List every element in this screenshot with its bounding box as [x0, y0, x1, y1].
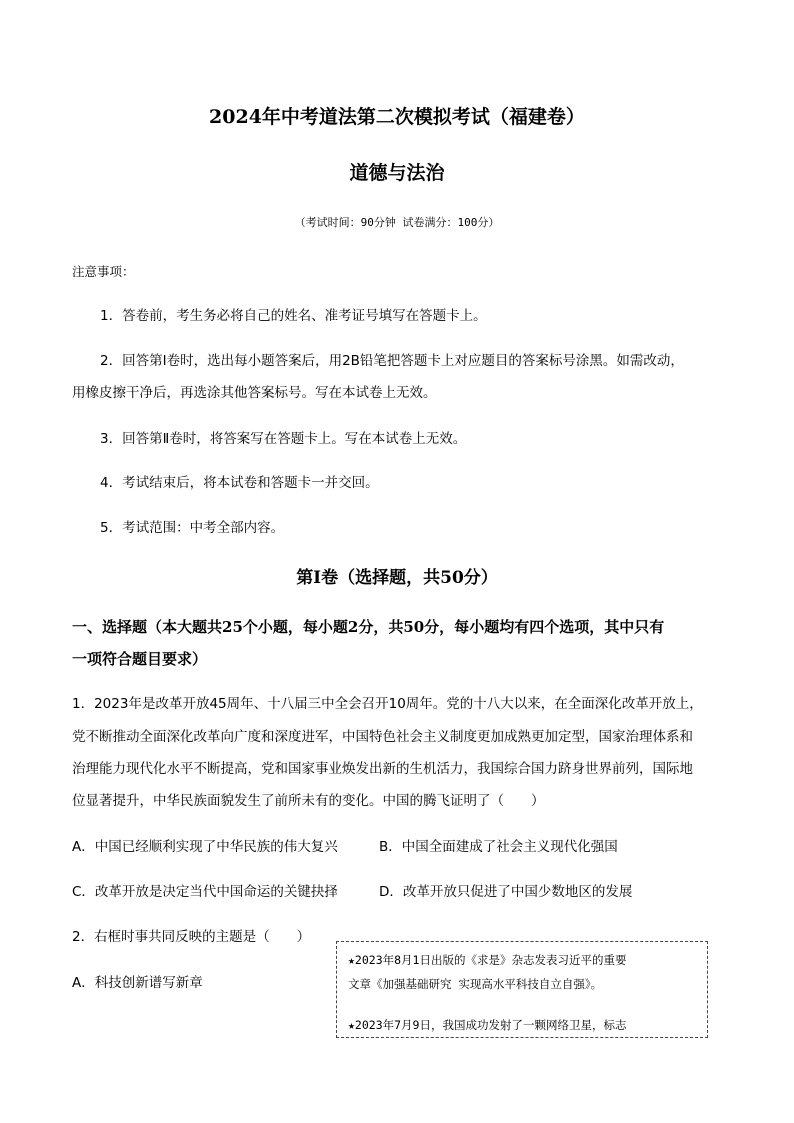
question-1-option-d: D．改革开放只促进了中国少数地区的发展 — [379, 884, 633, 900]
part-heading-line-1: 一、选择题（本大题共25个小题，每小题2分，共50分，每小题均有四个选项，其中只有 — [72, 618, 665, 636]
question-1-option-a: A．中国已经顺利实现了中华民族的伟大复兴 — [72, 839, 338, 855]
material-line-3: ★2023年7月9日，我国成功发射了一颗网络卫星，标志 — [348, 1018, 627, 1032]
question-1-stem-line-3: 治理能力现代化水平不断提高，党和国家事业焕发出新的生机活力，我国综合国力跻身世界前列，国际地 — [72, 761, 693, 777]
notice-item-3: 3．回答第Ⅱ卷时，将答案写在答题卡上。写在本试卷上无效。 — [100, 431, 467, 447]
question-1-option-b: B．中国全面建成了社会主义现代化强国 — [379, 839, 618, 855]
exam-subject: 道德与法治 — [349, 162, 445, 184]
part-heading-line-2: 一项符合题目要求） — [72, 650, 208, 668]
exam-time-info: （考试时间：90分钟 试卷满分：100分） — [294, 216, 500, 229]
question-2-option-a: A．科技创新谱写新章 — [72, 975, 203, 991]
notice-item-4: 4．考试结束后，将本试卷和答题卡一并交回。 — [100, 475, 379, 491]
question-1-stem-line-2: 党不断推动全面深化改革向广度和深度进军，中国特色社会主义制度更加成熟更加定型，国家治理体系和 — [72, 729, 693, 745]
notice-item-2-continued: 用橡皮擦干净后，再选涂其他答案标号。写在本试卷上无效。 — [72, 385, 437, 401]
notice-heading: 注意事项： — [72, 264, 135, 279]
question-2-material-box — [336, 941, 708, 1038]
material-line-2: 文章《加强基础研究 实现高水平科技自立自强》。 — [348, 977, 603, 991]
notice-item-1: 1．答卷前，考生务必将自己的姓名、准考证号填写在答题卡上。 — [100, 308, 487, 324]
notice-item-2: 2．回答第Ⅰ卷时，选出每小题答案后，用2B铅笔把答题卡上对应题目的答案标号涂黑。如需改动， — [100, 353, 684, 369]
question-1-option-c: C．改革开放是决定当代中国命运的关键抉择 — [72, 884, 338, 900]
exam-title: 2024年中考道法第二次模拟考试（福建卷） — [209, 106, 585, 128]
question-1-stem-line-4: 位显著提升，中华民族面貌发生了前所未有的变化。中国的腾飞证明了（ ） — [72, 793, 545, 809]
question-1-stem-line-1: 1．2023年是改革开放45周年、十八届三中全会召开10周年。党的十八大以来，在全面深化改革开放上， — [72, 696, 703, 712]
question-2-stem: 2．右框时事共同反映的主题是（ ） — [72, 929, 311, 945]
section-title: 第Ⅰ卷（选择题，共50分） — [296, 568, 498, 588]
notice-item-5: 5．考试范围：中考全部内容。 — [100, 520, 285, 536]
material-line-1: ★2023年8月1日出版的《求是》杂志发表习近平的重要 — [348, 953, 627, 967]
